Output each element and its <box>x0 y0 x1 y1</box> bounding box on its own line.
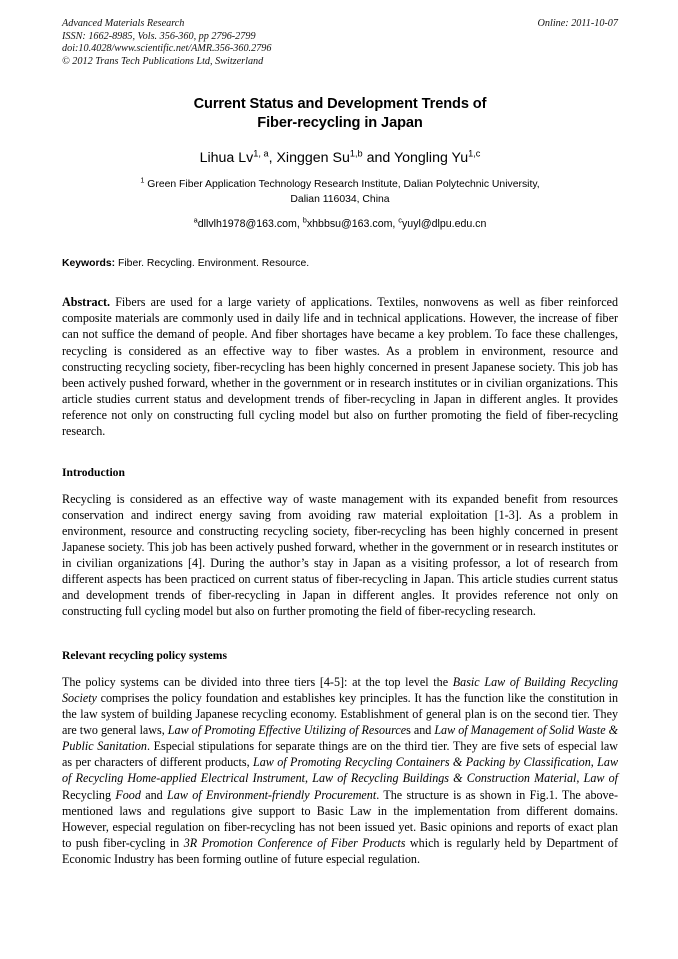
journal-issn-line: ISSN: 1662-8985, Vols. 356-360, pp 2796-2799 <box>62 30 256 42</box>
author-name-3: Yongling Yu <box>393 150 469 167</box>
journal-name: Advanced Materials Research <box>62 18 185 29</box>
affiliation-line-2: Dalian 116034, China <box>290 193 390 205</box>
policy-text-g: , <box>576 771 584 786</box>
email-address-a: dllvlh1978@163.com, <box>197 218 303 231</box>
keywords-value: Fiber. Recycling. Environment. Resource. <box>115 258 310 270</box>
author-affiliation-marker-3: 1,c <box>468 148 481 159</box>
policy-conference-3r: 3R Promotion Conference of Fiber Products <box>183 835 406 850</box>
section-heading-policy: Relevant recycling policy systems <box>62 649 227 663</box>
policy-law-containers-packing: Law of Promoting Recycling Containers & Packing by Classification <box>253 755 591 770</box>
author-emails <box>62 217 618 231</box>
abstract-block <box>62 294 618 438</box>
journal-header <box>62 18 618 68</box>
author-affiliation-marker-2: 1,b <box>349 148 363 159</box>
page-title <box>62 95 618 133</box>
email-address-c: yuyl@dlpu.edu.cn <box>402 218 487 231</box>
author-name-1: Lihua Lv <box>199 150 254 167</box>
affiliation-marker: 1 <box>140 175 145 185</box>
email-marker-b: b <box>302 215 307 225</box>
policy-law-basic-law: Basic Law of Building Recycling Society <box>62 675 618 706</box>
page-content <box>62 18 618 867</box>
abstract-label: Abstract. <box>62 295 111 310</box>
policy-law-effective-utilizing: Law of Promoting Effective Utilizing of Resource <box>167 723 407 738</box>
abstract-text: Fibers are used for a large variety of applications. Textiles, nonwovens as well as fiber reinforced composite materials are commonly used in daily life and in technical applications. However, the increase of fiber can not suffice the demand of people. And fiber shortages have became a key problem. To face these challenges, recycling is considered as an effective way to fiber wastes. As a problem in environment, resource and constructing recycling society, fiber-recycling has been highly concerned in present Japanese society. This job has been actively pushed forward, whether in the government or in research institutes or in civilian organizations. This article studies current status and development trends of fiber-recycling in Japan in different angles. It provides reference not only on constructing full cycling model but also on further promoting the field of fiber-recycling research. <box>62 295 618 438</box>
affiliation-line-1: Green Fiber Application Technology Research Institute, Dalian Polytechnic University, <box>147 179 540 191</box>
policy-text-d: . Especial stipulations for separate things are on the third tier. They are five sets of especial law as per characters of different products, <box>62 739 618 770</box>
keywords-block <box>62 257 618 271</box>
title-line-2: Fiber-recycling in Japan <box>257 115 423 132</box>
policy-law-environment-friendly: Law of Environment-friendly Procurement <box>167 787 377 802</box>
section-heading-introduction: Introduction <box>62 465 125 479</box>
affiliation-block <box>62 175 618 207</box>
policy-text-k: . The structure is as shown in Fig.1. The above-mentioned laws and regulations give support to Basic Law in the implementation from different domains. However, especial regulation on fiber-recycling has not been issued yet. Basic opinions and reports of exact plan to push fiber-cycling in <box>62 787 618 850</box>
author-separator-2: and <box>362 150 394 167</box>
policy-text-j: and <box>140 787 168 802</box>
policy-text-l: which is regularly held by Department of Economic Industry has been forming outline of future especial regulation. <box>62 835 618 866</box>
policy-text-c: s and <box>406 723 435 738</box>
policy-law-of: Law of <box>583 771 619 786</box>
email-marker-c: c <box>398 215 402 225</box>
author-name-2: Xinggen Su <box>276 150 350 167</box>
keywords-label: Keywords: <box>62 258 116 270</box>
title-line-1: Current Status and Development Trends of <box>193 96 487 113</box>
email-marker-a: a <box>193 215 198 225</box>
email-address-b: xhbbsu@163.com, <box>306 218 399 231</box>
policy-law-home-electrical: Law of Recycling Home-applied Electrical Instrument <box>62 755 619 786</box>
policy-text-a: The policy systems can be divided into three tiers [4-5]: at the top level the <box>62 675 453 690</box>
policy-law-buildings-construction: Law of Recycling Buildings & Construction Material <box>312 771 577 786</box>
author-affiliation-marker-1: 1, a <box>253 148 269 159</box>
policy-text-e: , <box>590 755 598 770</box>
section-paragraph-policy <box>62 674 618 867</box>
journal-copyright-line: © 2012 Trans Tech Publications Ltd, Switzerland <box>62 55 264 67</box>
policy-law-food: Food <box>115 787 141 802</box>
policy-text-b: comprises the policy foundation and establishes key principles. It has the function like the constitution in the law system of building Japanese recycling economy. Establishment of general plan is on the second tier. They are two general laws, <box>62 691 618 738</box>
online-publication-date: Online: 2011-10-07 <box>537 18 618 29</box>
policy-text-h: Recycling <box>62 787 116 802</box>
author-separator-1: , <box>268 150 277 167</box>
policy-text-f: , <box>305 771 313 786</box>
journal-doi-line: doi:10.4028/www.scientific.net/AMR.356-360.2796 <box>62 43 272 55</box>
policy-law-solid-waste: Law of Management of Solid Waste & Public Sanitation <box>62 723 618 754</box>
section-paragraph-introduction: Recycling is considered as an effective way of waste management with its expanded benefit from resources conservation and indirect energy saving from avoiding raw material exploitation [1-3]. As a problem in environment, resource and constructing recycling society, fiber-recycling has been highly concerned in present Japanese society. This job has been actively pushed forward, whether in the government or in research institutes or in civilian organizations [4]. During the author’s stay in Japan as a visiting professor, a lot of research from different aspects has been practiced on current status of fiber-recycling in Japan. This article studies current status and development trends of fiber-recycling in Japan in different angles. It provides reference not only on constructing full cycling model but also on further promoting the field of fiber-recycling research. <box>62 491 618 619</box>
author-list <box>62 149 618 167</box>
